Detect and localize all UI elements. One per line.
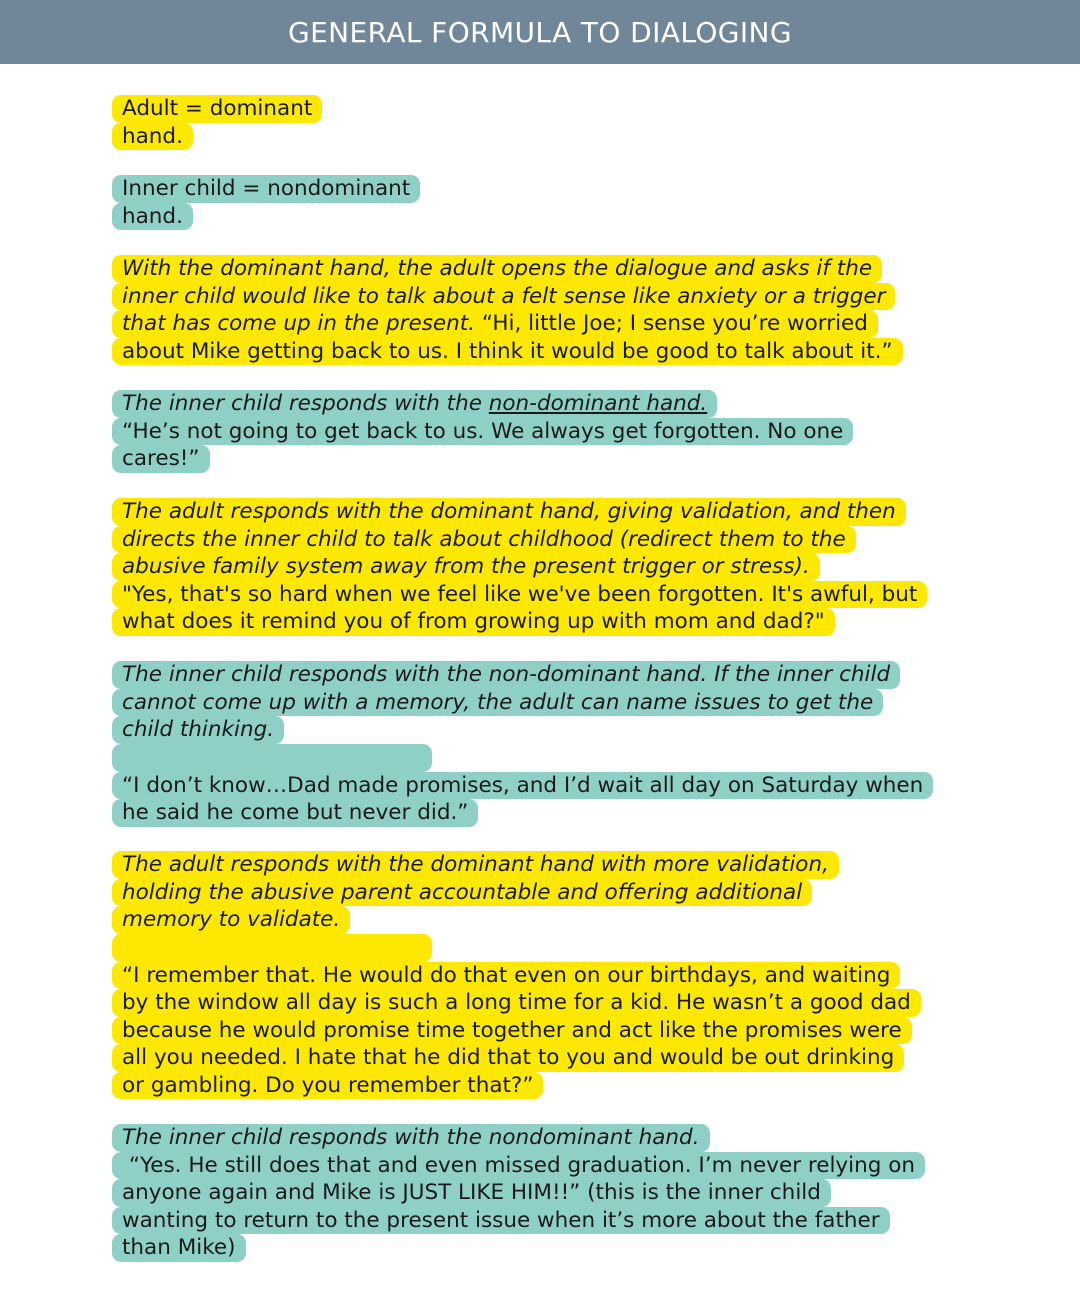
text-line [112,1234,246,1262]
text-line [112,661,900,689]
dialogue-text: what does it remind you of from growing up with mom and dad?" [122,609,825,634]
text-line [112,203,193,231]
dialogue-text: wanting to return to the present issue when it’s more about the father [122,1207,880,1233]
text-line [112,608,835,636]
dialogue-text: hand. [122,123,183,149]
instruction-text: holding the abusive parent accountable and offering additional [122,879,803,905]
instruction-text: The adult responds with the dominant hand, giving validation, and then [122,499,896,524]
instruction-text: The adult responds with the dominant hand with more validation, [122,852,829,877]
text-line [112,255,882,283]
dialogue-text: cares!” [122,446,200,471]
step-block [112,661,933,827]
text-line [112,445,210,473]
text-line [112,390,717,418]
text-line [112,123,193,151]
instruction-text: that has come up in the present. [122,311,476,336]
instruction-text: cannot come up with a memory, the adult can name issues to get the [122,689,874,715]
instruction-text: memory to validate. [122,907,341,932]
instruction-text: The inner child responds with the non-dominant hand. If the inner child [122,662,891,687]
dialogue-text: about Mike getting back to us. I think it would be good to talk about it.” [122,338,893,364]
dialogue-text: “Hi, little Joe; I sense you’re worried [475,311,868,336]
instruction-text: abusive family system away from the present trigger or stress). [122,554,810,579]
text-line [112,1072,543,1100]
page-title: GENERAL FORMULA TO DIALOGING [287,15,792,49]
dialogue-text: all you needed. I hate that he did that to you and would be out drinking [122,1045,895,1070]
dialogue-text: “Yes. He still does that and even missed graduation. I’m never relying on [122,1152,916,1178]
dialogue-text: or gambling. Do you remember that?” [122,1072,534,1098]
text-line [112,1179,831,1207]
text-line [112,989,921,1017]
text-line [112,879,812,907]
dialogue-text: “I remember that. He would do that even on our birthdays, and waiting [122,962,891,988]
dialogue-text: Inner child = nondominant [122,176,411,201]
instruction-text: The inner child responds with the [122,391,489,416]
text-line [112,338,903,366]
step-block [112,851,921,1099]
step-block [112,390,853,473]
text-line [112,962,900,990]
instruction-text: directs the inner child to talk about childhood (redirect them to the [122,526,846,552]
step-block [112,255,903,365]
text-line [112,1207,890,1235]
text-line [112,283,895,311]
blank-line [112,934,432,962]
text-line [112,175,420,203]
text-line [112,310,878,338]
step-block [112,498,927,636]
step-block [112,175,420,230]
text-line [112,498,906,526]
text-line [112,906,350,934]
text-line [112,553,820,581]
text-line [112,581,927,609]
dialog-steps [0,64,1080,1315]
text-line [112,772,933,800]
header-bar [0,0,1080,64]
text-line [112,1017,912,1045]
instruction-text: non-dominant hand. [488,391,708,416]
dialogue-text: than Mike) [122,1235,236,1260]
text-line [112,1124,710,1152]
dialogue-text: hand. [122,203,183,229]
dialogue-text: because he would promise time together and act like the promises were [122,1017,902,1043]
text-line [112,526,856,554]
blank-line [112,744,432,772]
step-block [112,95,322,150]
text-line [112,1044,904,1072]
text-line [112,851,839,879]
dialogue-text: Adult = dominant [122,96,313,121]
dialogue-text: “He’s not going to get back to us. We always get forgotten. No one [122,418,844,444]
instruction-text: The inner child responds with the nondominant hand. [122,1125,700,1150]
step-block [112,1124,925,1262]
dialogue-text: “I don’t know…Dad made promises, and I’d wait all day on Saturday when [122,772,924,798]
text-line [112,418,853,446]
dialogue-text: "Yes, that's so hard when we feel like we've been forgotten. It's awful, but [122,581,918,607]
dialogue-text: by the window all day is such a long time for a kid. He wasn’t a good dad [122,990,911,1015]
text-line [112,716,284,744]
dialogue-text: he said he come but never did.” [122,800,469,825]
instruction-text: child thinking. [122,717,275,742]
text-line [112,799,478,827]
instruction-text: With the dominant hand, the adult opens the dialogue and asks if the [122,256,873,281]
text-line [112,95,322,123]
text-line [112,689,883,717]
dialogue-text: anyone again and Mike is JUST LIKE HIM!!” (this is the inner child [122,1180,821,1205]
instruction-text: inner child would like to talk about a felt sense like anxiety or a trigger [122,283,886,309]
text-line [112,1152,925,1180]
